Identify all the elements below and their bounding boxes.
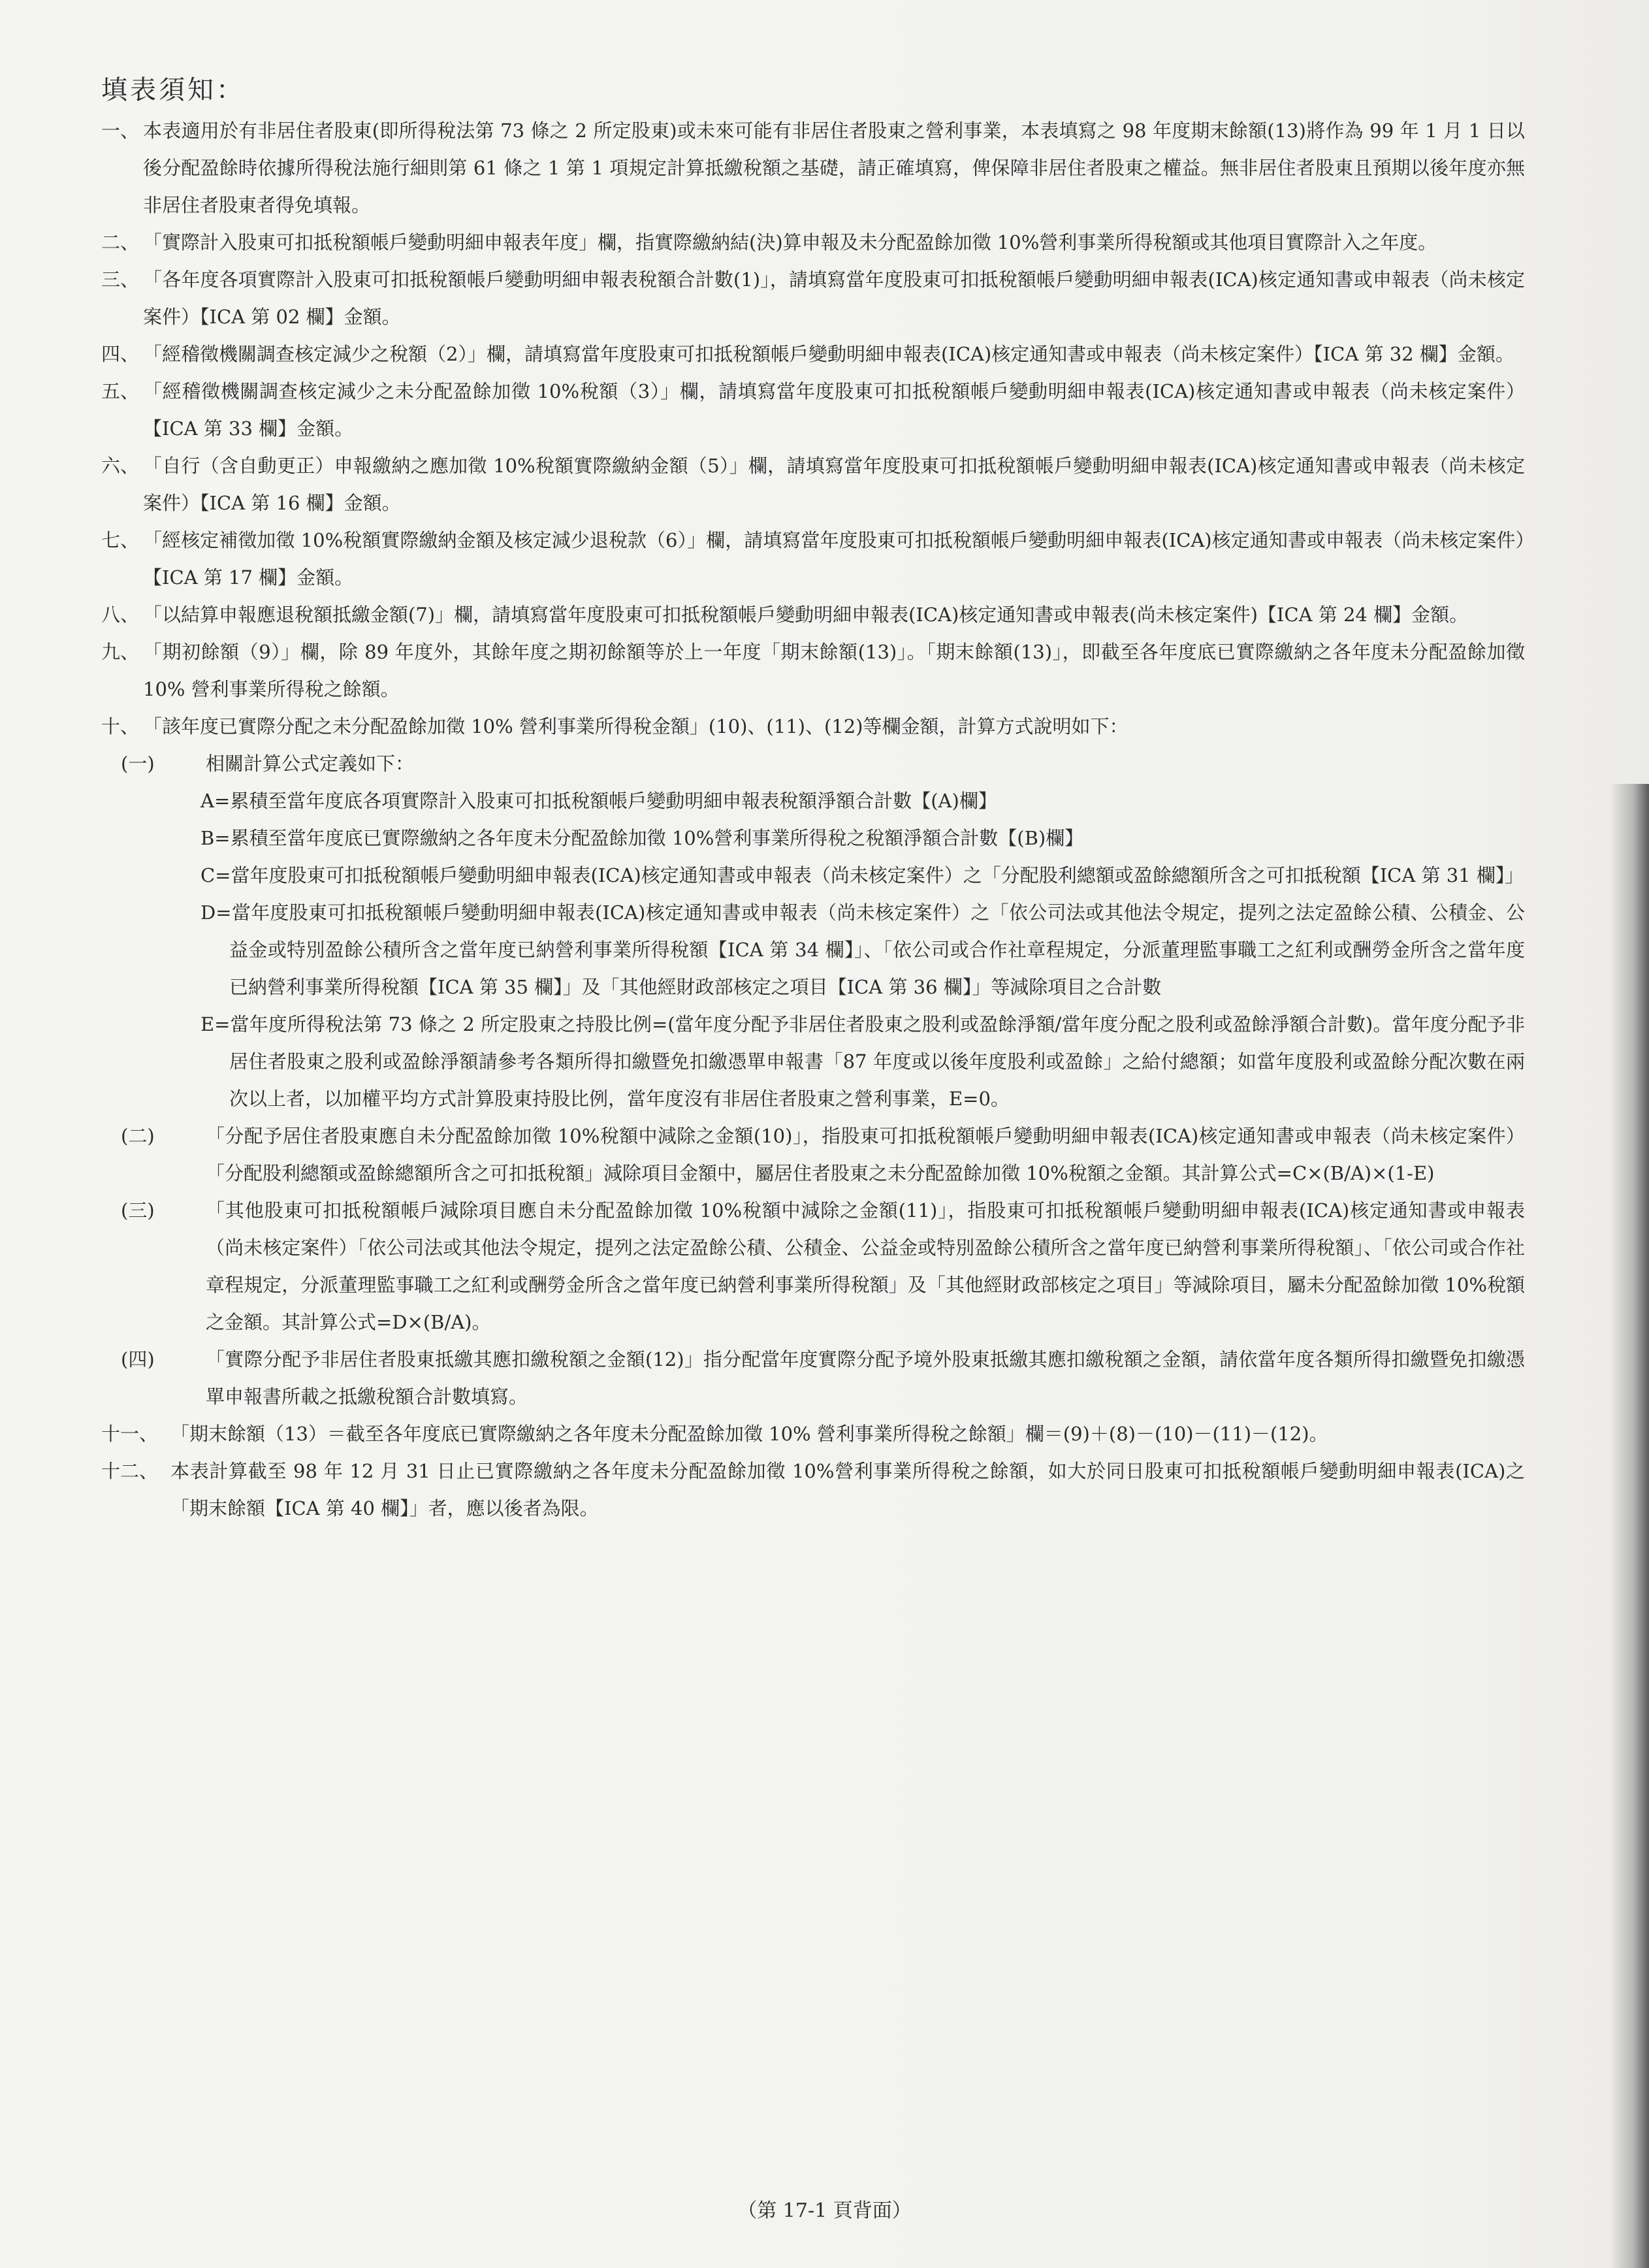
instruction-item-2: 二、 「實際計入股東可扣抵稅額帳戶變動明細申報表年度」欄，指實際繳納結(決)算申報及未分配盈餘加徵 10%營利事業所得稅額或其他項目實際計入之年度。 bbox=[101, 231, 1437, 253]
page-edge-shadow bbox=[1610, 784, 1649, 2268]
definition-c: C=當年度股東可扣抵稅額帳戶變動明細申報表(ICA)核定通知書或申報表（尚未核定案件）之「分配股利總額或盈餘總額所含之可扣抵稅額【ICA 第 31 欄】」 bbox=[200, 864, 1524, 886]
instruction-item-10: 十、 「該年度已實際分配之未分配盈餘加徵 10% 營利事業所得稅金額」(10)、(11)、(12)等欄金額，計算方式說明如下： bbox=[101, 715, 1129, 737]
instruction-item-5: 五、 「經稽徵機關調查核定減少之未分配盈餘加徵 10%稅額（3）」欄，請填寫當年度股東可扣抵稅額帳戶變動明細申報表(ICA)核定通知書或申報表（尚未核定案件）【ICA 第 33 欄】金額。 bbox=[101, 380, 1525, 440]
instruction-item-1: 一、 本表適用於有非居住者股東(即所得稅法第 73 條之 2 所定股東)或未來可能有非居住者股東之營利事業，本表填寫之 98 年度期末餘額(13)將作為 99 年 1 月 1 日以後分配盈餘時依據所得稅法施行細則第 61 條之 1 第 1 項規定計算抵繳稅額之基礎，請正確填寫，俾保障非居住者股東之權益。無非居住者股東且預期以後年度亦無非居住者股東者得免填報。 bbox=[101, 120, 1525, 216]
sub-item-3: (三) 「其他股東可扣抵稅額帳戶減除項目應自未分配盈餘加徵 10%稅額中減除之金額(11)」，指股東可扣抵稅額帳戶變動明細申報表(ICA)核定通知書或申報表（尚未核定案件）「依公司法或其他法令規定，提列之法定盈餘公積、公積金、公益金或特別盈餘公積所含之當年度已納營利事業所得稅額」、「依公司或合作社章程規定，分派董理監事職工之紅利或酬勞金所含之當年度已納營利事業所得稅額」及「其他經財政部核定之項目」等減除項目，屬未分配盈餘加徵 10%稅額之金額。其計算公式=D×(B/A)。 bbox=[121, 1199, 1525, 1333]
sub-item-2: (二) 「分配予居住者股東應自未分配盈餘加徵 10%稅額中減除之金額(10)」，指股東可扣抵稅額帳戶變動明細申報表(ICA)核定通知書或申報表（尚未核定案件）「分配股利總額或盈餘總額所含之可扣抵稅額」減除項目金額中，屬居住者股東之未分配盈餘加徵 10%稅額之金額。其計算公式=C×(B/A)×(1-E) bbox=[121, 1125, 1525, 1184]
definition-b: B=累積至當年度底已實際繳納之各年度未分配盈餘加徵 10%營利事業所得稅之稅額淨額合計數【(B)欄】 bbox=[200, 827, 1084, 849]
instruction-item-3: 三、 「各年度各項實際計入股東可扣抵稅額帳戶變動明細申報表稅額合計數(1)」，請填寫當年度股東可扣抵稅額帳戶變動明細申報表(ICA)核定通知書或申報表（尚未核定案件）【ICA 第 02 欄】金額。 bbox=[101, 268, 1525, 328]
instructions-heading: 填表須知： bbox=[101, 75, 245, 105]
definition-a: A=累積至當年度底各項實際計入股東可扣抵稅額帳戶變動明細申報表稅額淨額合計數【(A)欄】 bbox=[200, 790, 997, 812]
instruction-item-8: 八、 「以結算申報應退稅額抵繳金額(7)」欄，請填寫當年度股東可扣抵稅額帳戶變動明細申報表(ICA)核定通知書或申報表(尚未核定案件)【ICA 第 24 欄】金額。 bbox=[101, 604, 1469, 626]
sub-item-4: (四) 「實際分配予非居住者股東抵繳其應扣繳稅額之金額(12)」指分配當年度實際分配予境外股東抵繳其應扣繳稅額之金額，請依當年度各類所得扣繳暨免扣繳憑單申報書所載之抵繳稅額合計數填寫。 bbox=[121, 1348, 1525, 1408]
instruction-item-4: 四、 「經稽徵機關調查核定減少之稅額（2）」欄，請填寫當年度股東可扣抵稅額帳戶變動明細申報表(ICA)核定通知書或申報表（尚未核定案件）【ICA 第 32 欄】金額。 bbox=[101, 343, 1514, 365]
page-footer: （第 17-1 頁背面） bbox=[737, 2199, 912, 2222]
instructions-body bbox=[101, 72, 1525, 1527]
instruction-item-12: 十二、 本表計算截至 98 年 12 月 31 日止已實際繳納之各年度未分配盈餘加徵 10%營利事業所得稅之餘額，如大於同日股東可扣抵稅額帳戶變動明細申報表(ICA)之「期末餘額【ICA 第 40 欄】」者，應以後者為限。 bbox=[101, 1460, 1525, 1519]
instruction-item-6: 六、 「自行（含自動更正）申報繳納之應加徵 10%稅額實際繳納金額（5）」欄，請填寫當年度股東可扣抵稅額帳戶變動明細申報表(ICA)核定通知書或申報表（尚未核定案件）【ICA 第 16 欄】金額。 bbox=[101, 455, 1525, 514]
sub-item-1: (一) 相關計算公式定義如下： bbox=[121, 753, 415, 775]
instruction-item-7: 七、 「經核定補徵加徵 10%稅額實際繳納金額及核定減少退稅款（6）」欄，請填寫當年度股東可扣抵稅額帳戶變動明細申報表(ICA)核定通知書或申報表（尚未核定案件）【ICA 第 17 欄】金額。 bbox=[101, 529, 1525, 589]
instruction-item-9: 九、 「期初餘額（9）」欄，除 89 年度外，其餘年度之期初餘額等於上一年度「期末餘額(13)」。「期末餘額(13)」，即截至各年度底已實際繳納之各年度未分配盈餘加徵 10% 營利事業所得稅之餘額。 bbox=[101, 641, 1525, 700]
instruction-item-11: 十一、 「期末餘額（13）＝截至各年度底已實際繳納之各年度未分配盈餘加徵 10% 營利事業所得稅之餘額」欄＝(9)＋(8)－(10)－(11)－(12)。 bbox=[101, 1423, 1328, 1445]
definition-d: D=當年度股東可扣抵稅額帳戶變動明細申報表(ICA)核定通知書或申報表（尚未核定案件）之「依公司法或其他法令規定，提列之法定盈餘公積、公積金、公益金或特別盈餘公積所含之當年度已納營利事業所得稅額【ICA 第 34 欄】」、「依公司或合作社章程規定，分派董理監事職工之紅利或酬勞金所含之當年度已納營利事業所得稅額【ICA 第 35 欄】」及「其他經財政部核定之項目【ICA 第 36 欄】」等減除項目之合計數 bbox=[200, 901, 1525, 998]
definition-e: E=當年度所得稅法第 73 條之 2 所定股東之持股比例=(當年度分配予非居住者股東之股利或盈餘淨額/當年度分配之股利或盈餘淨額合計數)。當年度分配予非居住者股東之股利或盈餘淨額請參考各類所得扣繳暨免扣繳憑單申報書「87 年度或以後年度股利或盈餘」之給付總額；如當年度股利或盈餘分配次數在兩次以上者，以加權平均方式計算股東持股比例，當年度沒有非居住者股東之營利事業，E=0。 bbox=[200, 1013, 1525, 1110]
